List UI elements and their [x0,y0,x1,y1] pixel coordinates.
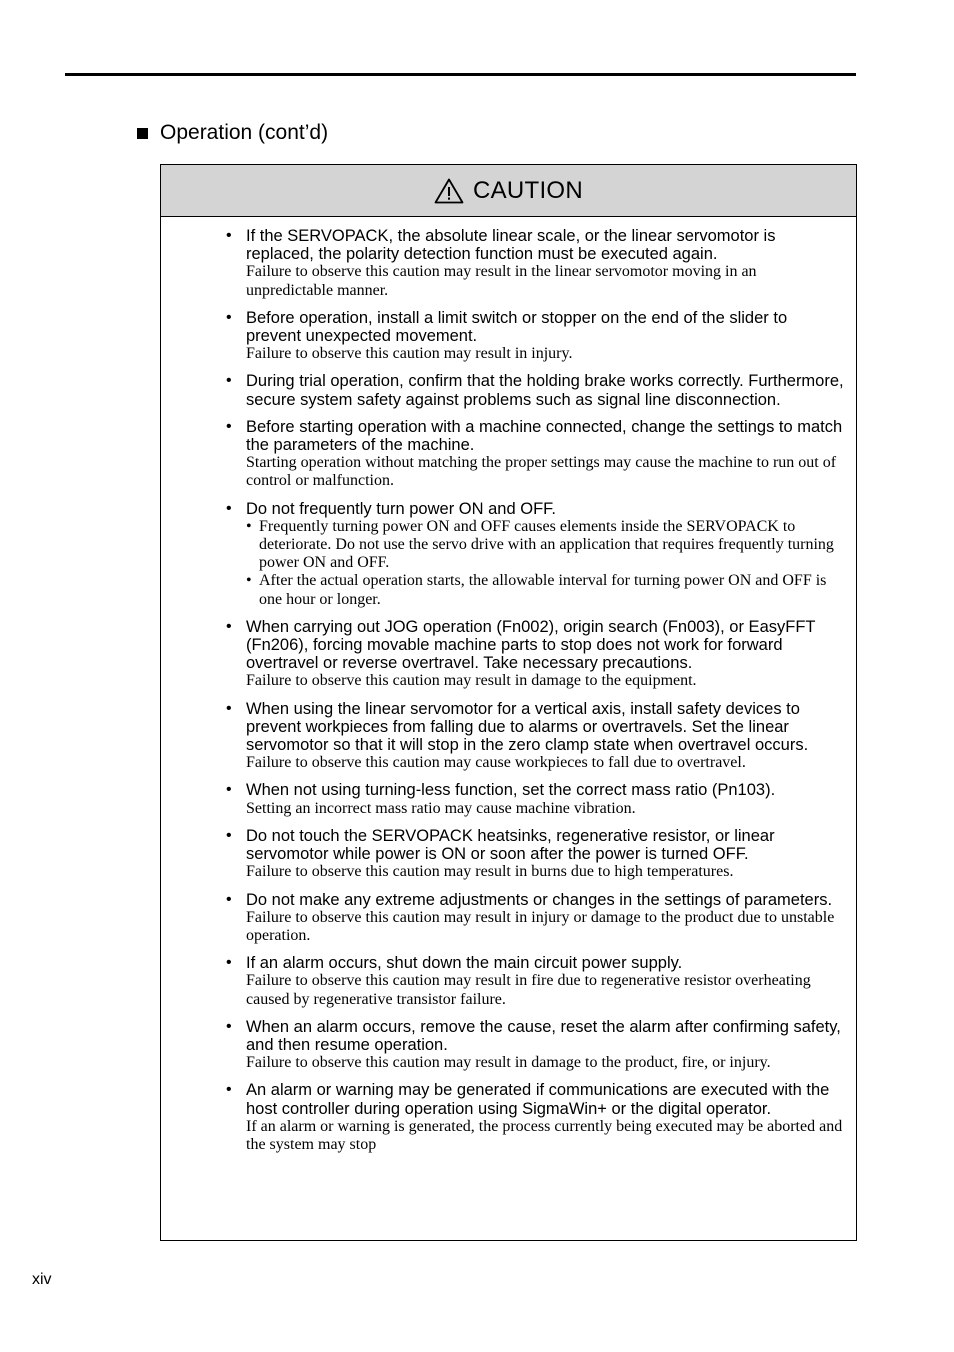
caution-item [226,618,846,691]
caution-item [226,700,846,773]
caution-consequence: Failure to observe this caution may cause workpieces to fall due to overtravel. [246,754,746,772]
caution-list [161,217,856,1154]
sub-list-text: After the actual operation starts, the allowable interval for turning power ON and OFF is one hour or longer. [259,572,827,608]
caution-item [226,1081,846,1154]
sub-bullet-icon: • [246,572,252,590]
caution-consequence: Failure to observe this caution may result in burns due to high temperatures. [246,863,734,881]
caution-item-text: When using the linear servomotor for a vertical axis, install safety devices to prevent workpieces from falling due to alarms or overtravels. Set the linear servomotor so that it will stop in the zero clamp state when overtravel occurs. [246,699,809,755]
caution-item-text: Before operation, install a limit switch or stopper on the end of the slider to prevent unexpected movement. [246,308,788,346]
sub-list-item [246,572,846,608]
caution-consequence: Failure to observe this caution may result in fire due to regenerative resistor overheating caused by regenerative transistor failure. [246,972,811,1008]
caution-title: CAUTION [472,176,584,204]
bullet-icon: • [226,1017,232,1035]
caution-item-text: Do not touch the SERVOPACK heatsinks, regenerative resistor, or linear servomotor while power is ON or soon after the power is turned OFF. [246,826,775,864]
caution-item [226,372,846,408]
caution-consequence: Setting an incorrect mass ratio may cause machine vibration. [246,799,636,817]
bullet-icon: • [226,826,232,844]
caution-consequence: Failure to observe this caution may result in injury or damage to the product due to unstable operation. [246,908,835,944]
page-number: xiv [32,1271,52,1288]
bullet-icon: • [226,227,232,244]
caution-item-text: Do not frequently turn power ON and OFF. [246,499,556,518]
caution-item-text: If the SERVOPACK, the absolute linear scale, or the linear servomotor is replaced, the polarity detection function must be executed again. [246,227,776,264]
warning-triangle-icon [434,178,464,204]
caution-header [161,165,856,217]
bullet-icon: • [226,308,232,326]
caution-consequence: Starting operation without matching the proper settings may cause the machine to run out of control or malfunction. [246,454,837,490]
caution-item [226,309,846,364]
bullet-icon: • [226,890,232,908]
caution-item [226,500,846,609]
bullet-icon: • [226,699,232,717]
bullet-icon: • [226,417,232,435]
caution-item [226,781,846,817]
bullet-icon: • [226,499,232,517]
caution-item-text: Do not make any extreme adjustments or changes in the settings of parameters. [246,890,833,909]
caution-item-text: When not using turning-less function, set the correct mass ratio (Pn103). [246,781,776,800]
caution-item [226,827,846,882]
caution-consequence: Failure to observe this caution may result in injury. [246,345,573,363]
sub-list-text: Frequently turning power ON and OFF causes elements inside the SERVOPACK to deteriorate. Do not use the servo drive with an application that requires frequently turning power ON and OFF. [259,517,834,572]
bullet-icon: • [226,1081,232,1099]
caution-item [226,954,846,1009]
caution-item-text: Before starting operation with a machine connected, change the settings to match the parameters of the machine. [246,417,843,455]
caution-item-text: An alarm or warning may be generated if communications are executed with the host controller during operation using SigmaWin+ or the digital operator. [246,1081,830,1118]
bullet-icon: • [226,781,232,799]
caution-item-text: When an alarm occurs, remove the cause, reset the alarm after confirming safety, and then resume operation. [246,1017,841,1054]
bullet-icon: • [226,954,232,972]
section-title: Operation (cont’d) [160,121,329,144]
caution-item-text: If an alarm occurs, shut down the main circuit power supply. [246,954,683,973]
caution-item [226,418,846,491]
caution-item [226,891,846,946]
caution-item [226,227,846,300]
top-rule [65,73,856,76]
caution-item-text: When carrying out JOG operation (Fn002), origin search (Fn003), or EasyFFT (Fn206), forcing movable machine parts to stop does not work for forward overtravel or reverse overtravel. Take necessary precautions. [246,617,816,673]
sub-list-item [246,518,846,573]
caution-box [160,164,857,1241]
square-bullet-icon [137,128,148,139]
sub-list [246,518,846,609]
caution-consequence: Failure to observe this caution may result in damage to the product, fire, or injury. [246,1054,771,1072]
bullet-icon: • [226,372,232,390]
caution-item [226,1018,846,1073]
caution-consequence: Failure to observe this caution may result in damage to the equipment. [246,672,697,690]
section-heading [137,121,328,145]
bullet-icon: • [226,617,232,635]
caution-consequence: If an alarm or warning is generated, the process currently being executed may be aborted and the system may stop [246,1117,843,1153]
caution-item-text: During trial operation, confirm that the holding brake works correctly. Furthermore, secure system safety against problems such as signal line disconnection. [246,372,844,409]
caution-consequence: Failure to observe this caution may result in the linear servomotor moving in an unpredictable manner. [246,263,757,299]
sub-bullet-icon: • [246,517,252,535]
